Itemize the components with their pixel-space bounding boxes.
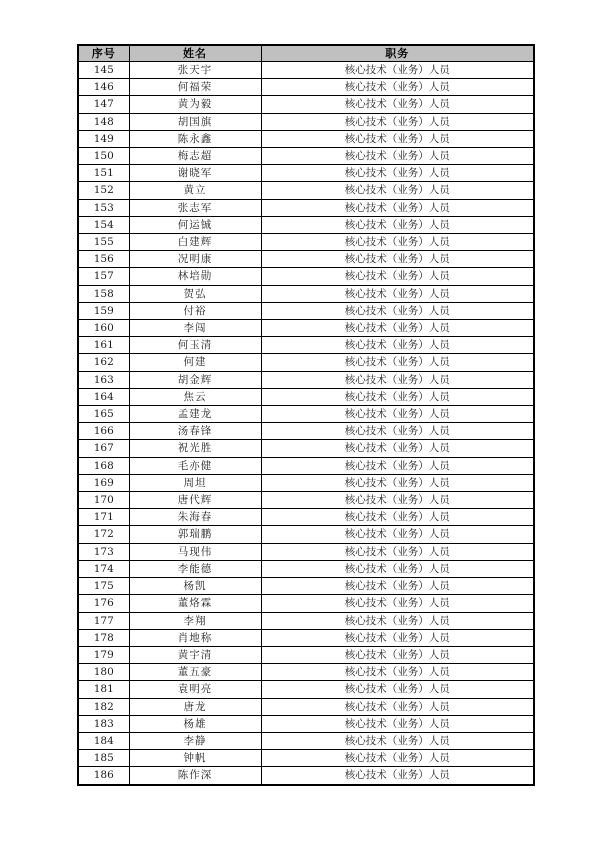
cell-name: 陈永鑫 — [129, 130, 261, 147]
cell-name: 何建 — [129, 354, 261, 371]
cell-no: 182 — [78, 698, 129, 715]
table-row — [78, 182, 534, 199]
cell-no: 175 — [78, 578, 129, 595]
cell-title: 核心技术（业务）人员 — [261, 354, 534, 371]
cell-title: 核心技术（业务）人员 — [261, 62, 534, 79]
cell-title: 核心技术（业务）人员 — [261, 698, 534, 715]
cell-no: 179 — [78, 646, 129, 663]
table-row — [78, 612, 534, 629]
cell-name: 胡金辉 — [129, 371, 261, 388]
cell-no: 159 — [78, 302, 129, 319]
cell-no: 181 — [78, 681, 129, 698]
cell-name: 李静 — [129, 732, 261, 749]
cell-name: 胡国旗 — [129, 113, 261, 130]
cell-no: 186 — [78, 767, 129, 785]
table-row — [78, 320, 534, 337]
cell-no: 145 — [78, 62, 129, 79]
cell-name: 黄为毅 — [129, 96, 261, 113]
cell-no: 149 — [78, 130, 129, 147]
cell-no: 151 — [78, 165, 129, 182]
cell-title: 核心技术（业务）人员 — [261, 629, 534, 646]
cell-no: 150 — [78, 148, 129, 165]
cell-title: 核心技术（业务）人员 — [261, 79, 534, 96]
table-row — [78, 629, 534, 646]
cell-name: 付裕 — [129, 302, 261, 319]
cell-no: 180 — [78, 664, 129, 681]
cell-title: 核心技术（业务）人员 — [261, 612, 534, 629]
cell-title: 核心技术（业务）人员 — [261, 423, 534, 440]
cell-name: 况明康 — [129, 251, 261, 268]
cell-name: 汤春锋 — [129, 423, 261, 440]
cell-no: 162 — [78, 354, 129, 371]
cell-name: 杨凯 — [129, 578, 261, 595]
cell-no: 160 — [78, 320, 129, 337]
table-row — [78, 354, 534, 371]
cell-no: 178 — [78, 629, 129, 646]
table-row — [78, 406, 534, 423]
cell-title: 核心技术（业务）人员 — [261, 681, 534, 698]
table-row — [78, 664, 534, 681]
table-row — [78, 302, 534, 319]
table-row — [78, 560, 534, 577]
cell-title: 核心技术（业务）人员 — [261, 664, 534, 681]
cell-name: 张志军 — [129, 199, 261, 216]
column-header-name: 姓名 — [129, 45, 261, 62]
cell-no: 184 — [78, 732, 129, 749]
cell-title: 核心技术（业务）人员 — [261, 509, 534, 526]
cell-title: 核心技术（业务）人员 — [261, 302, 534, 319]
table-row — [78, 130, 534, 147]
column-header-no: 序号 — [78, 45, 129, 62]
cell-no: 148 — [78, 113, 129, 130]
cell-title: 核心技术（业务）人员 — [261, 199, 534, 216]
table-row — [78, 251, 534, 268]
cell-title: 核心技术（业务）人员 — [261, 492, 534, 509]
cell-title: 核心技术（业务）人员 — [261, 732, 534, 749]
cell-name: 朱海春 — [129, 509, 261, 526]
table-row — [78, 440, 534, 457]
cell-no: 177 — [78, 612, 129, 629]
cell-title: 核心技术（业务）人员 — [261, 165, 534, 182]
cell-title: 核心技术（业务）人员 — [261, 457, 534, 474]
table-row — [78, 216, 534, 233]
cell-no: 165 — [78, 406, 129, 423]
cell-title: 核心技术（业务）人员 — [261, 234, 534, 251]
table-header-row — [78, 45, 534, 62]
cell-no: 183 — [78, 715, 129, 732]
cell-name: 黄立 — [129, 182, 261, 199]
table-row — [78, 96, 534, 113]
table-row — [78, 578, 534, 595]
table-row — [78, 474, 534, 491]
table-row — [78, 526, 534, 543]
cell-no: 167 — [78, 440, 129, 457]
cell-name: 焦云 — [129, 388, 261, 405]
cell-title: 核心技术（业务）人员 — [261, 388, 534, 405]
table-row — [78, 457, 534, 474]
cell-no: 166 — [78, 423, 129, 440]
cell-no: 157 — [78, 268, 129, 285]
cell-title: 核心技术（业务）人员 — [261, 474, 534, 491]
cell-title: 核心技术（业务）人员 — [261, 543, 534, 560]
cell-no: 158 — [78, 285, 129, 302]
cell-title: 核心技术（业务）人员 — [261, 750, 534, 767]
cell-no: 172 — [78, 526, 129, 543]
cell-no: 155 — [78, 234, 129, 251]
table-row — [78, 698, 534, 715]
cell-name: 谢晓军 — [129, 165, 261, 182]
personnel-table — [77, 44, 535, 786]
cell-no: 161 — [78, 337, 129, 354]
table-row — [78, 113, 534, 130]
cell-name: 贺弘 — [129, 285, 261, 302]
cell-title: 核心技术（业务）人员 — [261, 268, 534, 285]
cell-no: 185 — [78, 750, 129, 767]
cell-no: 152 — [78, 182, 129, 199]
cell-title: 核心技术（业务）人员 — [261, 216, 534, 233]
cell-name: 肖地称 — [129, 629, 261, 646]
cell-no: 171 — [78, 509, 129, 526]
table-row — [78, 285, 534, 302]
cell-name: 杨雄 — [129, 715, 261, 732]
table-body — [78, 62, 534, 785]
cell-name: 毛亦健 — [129, 457, 261, 474]
table-row — [78, 509, 534, 526]
cell-title: 核心技术（业务）人员 — [261, 130, 534, 147]
table-row — [78, 681, 534, 698]
cell-name: 祝光胜 — [129, 440, 261, 457]
cell-name: 何运铖 — [129, 216, 261, 233]
cell-no: 170 — [78, 492, 129, 509]
cell-name: 李翔 — [129, 612, 261, 629]
cell-no: 174 — [78, 560, 129, 577]
cell-title: 核心技术（业务）人员 — [261, 320, 534, 337]
cell-name: 董烙霖 — [129, 595, 261, 612]
cell-name: 李能德 — [129, 560, 261, 577]
cell-no: 153 — [78, 199, 129, 216]
cell-name: 董五豪 — [129, 664, 261, 681]
cell-no: 176 — [78, 595, 129, 612]
cell-name: 何玉清 — [129, 337, 261, 354]
cell-name: 袁明亮 — [129, 681, 261, 698]
column-header-title: 职务 — [261, 45, 534, 62]
cell-name: 黄宇清 — [129, 646, 261, 663]
table-row — [78, 388, 534, 405]
table-row — [78, 337, 534, 354]
table-row — [78, 492, 534, 509]
cell-name: 张天宇 — [129, 62, 261, 79]
cell-title: 核心技术（业务）人员 — [261, 767, 534, 785]
table-row — [78, 148, 534, 165]
cell-title: 核心技术（业务）人员 — [261, 182, 534, 199]
cell-name: 唐龙 — [129, 698, 261, 715]
cell-no: 156 — [78, 251, 129, 268]
cell-name: 林培勋 — [129, 268, 261, 285]
cell-no: 173 — [78, 543, 129, 560]
cell-name: 李闯 — [129, 320, 261, 337]
cell-name: 郭瑞鹏 — [129, 526, 261, 543]
cell-no: 146 — [78, 79, 129, 96]
cell-name: 钟帆 — [129, 750, 261, 767]
table-row — [78, 646, 534, 663]
table-row — [78, 62, 534, 79]
table-row — [78, 595, 534, 612]
cell-no: 154 — [78, 216, 129, 233]
cell-name: 马现伟 — [129, 543, 261, 560]
cell-name: 唐代辉 — [129, 492, 261, 509]
table-row — [78, 268, 534, 285]
cell-no: 147 — [78, 96, 129, 113]
cell-title: 核心技术（业务）人员 — [261, 578, 534, 595]
cell-no: 164 — [78, 388, 129, 405]
table-row — [78, 234, 534, 251]
cell-name: 梅志超 — [129, 148, 261, 165]
cell-title: 核心技术（业务）人员 — [261, 440, 534, 457]
table-row — [78, 165, 534, 182]
cell-title: 核心技术（业务）人员 — [261, 96, 534, 113]
cell-title: 核心技术（业务）人员 — [261, 406, 534, 423]
table-row — [78, 543, 534, 560]
cell-title: 核心技术（业务）人员 — [261, 715, 534, 732]
cell-name: 何福荣 — [129, 79, 261, 96]
cell-no: 169 — [78, 474, 129, 491]
cell-title: 核心技术（业务）人员 — [261, 526, 534, 543]
table-row — [78, 423, 534, 440]
cell-name: 周坦 — [129, 474, 261, 491]
cell-title: 核心技术（业务）人员 — [261, 646, 534, 663]
cell-name: 陈作深 — [129, 767, 261, 785]
cell-name: 白建辉 — [129, 234, 261, 251]
cell-no: 168 — [78, 457, 129, 474]
table-row — [78, 750, 534, 767]
table-row — [78, 371, 534, 388]
cell-title: 核心技术（业务）人员 — [261, 251, 534, 268]
cell-title: 核心技术（业务）人员 — [261, 113, 534, 130]
table-row — [78, 715, 534, 732]
table-row — [78, 199, 534, 216]
cell-name: 孟建龙 — [129, 406, 261, 423]
cell-title: 核心技术（业务）人员 — [261, 371, 534, 388]
cell-no: 163 — [78, 371, 129, 388]
cell-title: 核心技术（业务）人员 — [261, 337, 534, 354]
table-row — [78, 767, 534, 785]
cell-title: 核心技术（业务）人员 — [261, 285, 534, 302]
cell-title: 核心技术（业务）人员 — [261, 560, 534, 577]
table-row — [78, 732, 534, 749]
cell-title: 核心技术（业务）人员 — [261, 595, 534, 612]
table-row — [78, 79, 534, 96]
cell-title: 核心技术（业务）人员 — [261, 148, 534, 165]
